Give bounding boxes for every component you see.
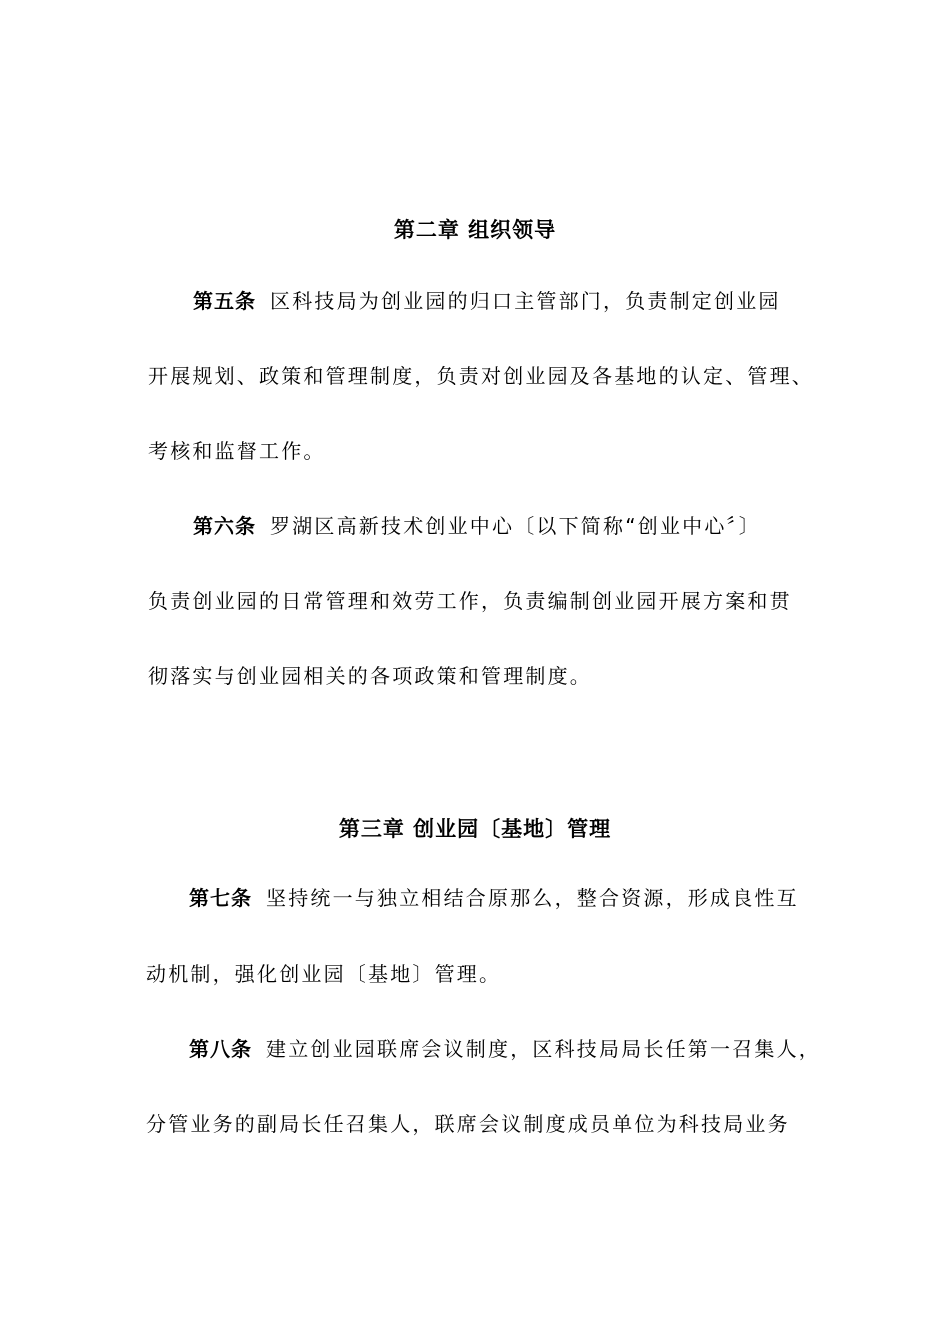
article-5-line-2: 开展规划、政策和管理制度，负责对创业园及各基地的认定、管理、	[148, 364, 814, 388]
article-5-line-3: 考核和监督工作。	[148, 439, 326, 463]
article-8-line-1	[189, 1039, 821, 1059]
article-6-line-3: 彻落实与创业园相关的各项政策和管理制度。	[148, 664, 592, 688]
article-5-line-1	[193, 291, 781, 311]
article-7-line-1	[189, 888, 799, 908]
article-6-line-2: 负责创业园的日常管理和效劳工作，负责编制创业园开展方案和贯	[148, 589, 792, 613]
chapter-2-heading: 第二章 组织领导	[393, 218, 557, 242]
article-8-label: 第八条	[189, 1037, 252, 1061]
article-7-line-2: 动机制，强化创业园〔基地〕管理。	[146, 962, 502, 986]
article-6-label: 第六条	[193, 514, 256, 538]
article-8-line-2: 分管业务的副局长任召集人，联席会议制度成员单位为科技局业务	[146, 1112, 790, 1136]
article-6-text-1: 罗湖区高新技术创业中心〔以下简称“创业中心〞〕	[270, 514, 761, 538]
article-5-label: 第五条	[193, 289, 256, 313]
article-7-text-1: 坚持统一与独立相结合原那么，整合资源，形成良性互	[266, 886, 799, 910]
article-6-line-1	[193, 516, 761, 536]
chapter-3-heading: 第三章 创业园〔基地〕管理	[338, 817, 612, 841]
article-7-label: 第七条	[189, 886, 252, 910]
article-5-text-1: 区科技局为创业园的归口主管部门，负责制定创业园	[270, 289, 781, 313]
article-8-text-1: 建立创业园联席会议制度，区科技局局长任第一召集人，	[266, 1037, 821, 1061]
